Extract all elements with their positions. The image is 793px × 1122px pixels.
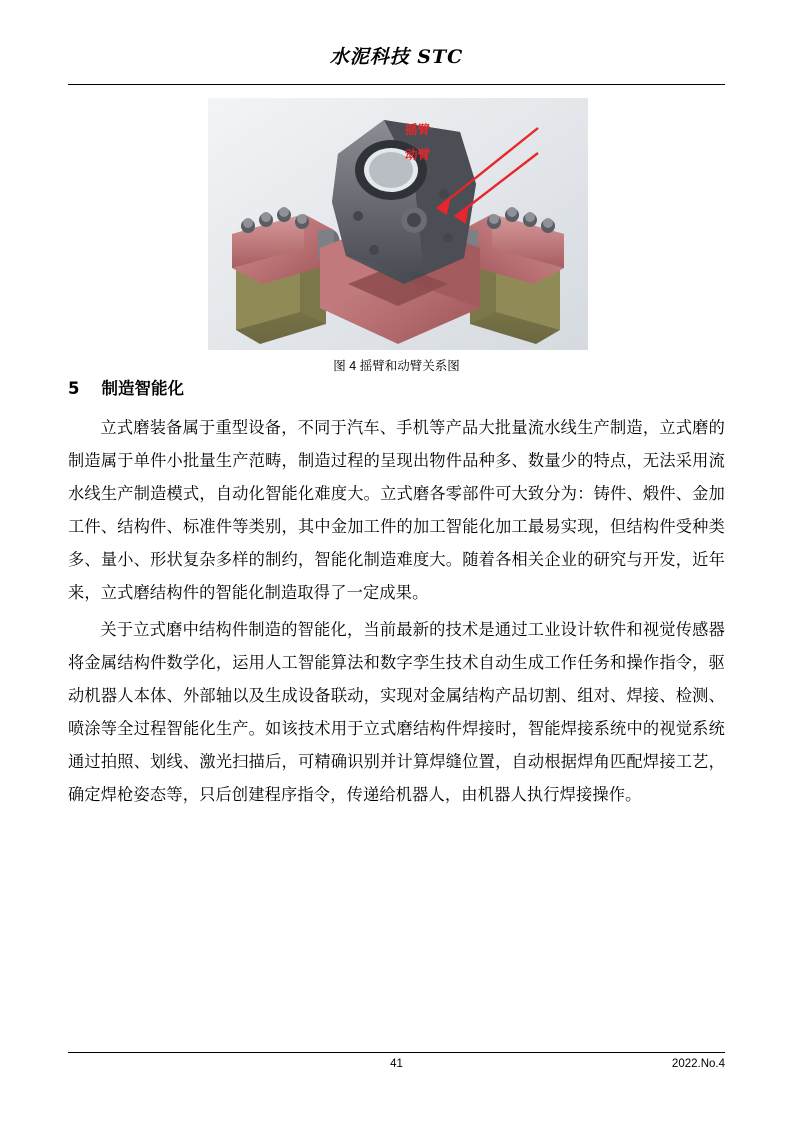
issue-number: 2022.No.4	[671, 1058, 725, 1070]
paragraph: 关于立式磨中结构件制造的智能化，当前最新的技术是通过工业设计软件和视觉传感器将金属结构件数学化，运用人工智能算法和数字孪生技术自动生成工作任务和操作指令，驱动机器人本体、外部轴以及生成设备联动，实现对金属结构产品切割、组对、焊接、检测、喷涂等全过程智能化生产。如该技术用于立式磨结构件焊接时，智能焊接系统中的视觉系统通过拍照、划线、激光扫描后，可精确识别并计算焊缝位置，自动根据焊角匹配焊接工艺，确定焊枪姿态等，只后创建程序指令，传递给机器人，由机器人执行焊接操作。	[68, 621, 725, 804]
figure-label-rocker-arm: 摇臂	[405, 123, 431, 137]
page-footer	[68, 1058, 725, 1078]
figure-block	[68, 98, 725, 373]
header-divider	[68, 84, 725, 85]
section-number: 5	[68, 379, 80, 398]
figure-caption: 图 4 摇臂和动臂关系图	[333, 359, 460, 373]
rocker-arm-assembly-illustration	[208, 98, 588, 350]
page-header	[0, 42, 793, 69]
section-heading	[68, 375, 184, 399]
section-title: 制造智能化	[101, 379, 184, 398]
figure-label-moving-arm: 动臂	[405, 148, 431, 162]
figure-image	[208, 98, 588, 350]
body-text	[68, 412, 725, 812]
footer-divider	[68, 1052, 725, 1053]
paragraph: 立式磨装备属于重型设备，不同于汽车、手机等产品大批量流水线生产制造，立式磨的制造属于单件小批量生产范畴，制造过程的呈现出物件品种多、数量少的特点，无法采用流水线生产制造模式，自动化智能化难度大。立式磨各零部件可大致分为：铸件、煅件、金加工件、结构件、标准件等类别，其中金加工件的加工智能化加工最易实现，但结构件受种类多、量小、形状复杂多样的制约，智能化制造难度大。随着各相关企业的研究与开发，近年来，立式磨结构件的智能化制造取得了一定成果。	[68, 419, 725, 602]
page-number: 41	[390, 1058, 403, 1070]
journal-title: 水泥科技 STC	[329, 46, 464, 68]
